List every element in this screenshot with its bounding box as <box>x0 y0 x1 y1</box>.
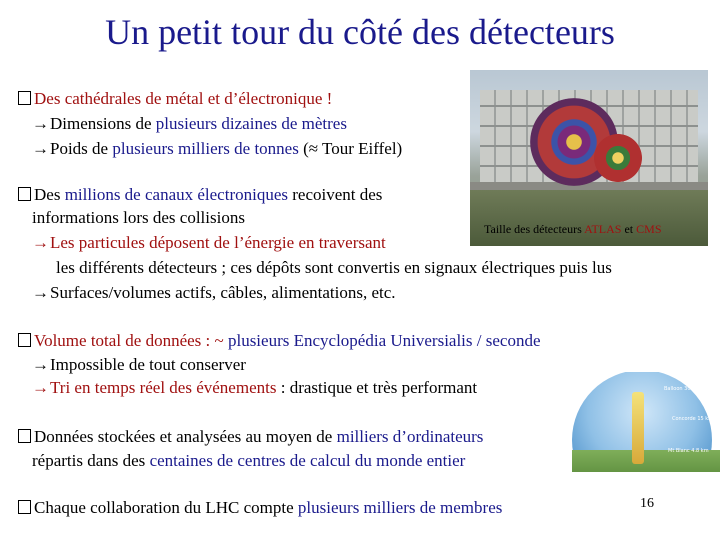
square-bullet-icon <box>18 333 31 347</box>
bullet-2-sub-1: →Les particules déposent de l’énergie en traversant <box>32 233 386 252</box>
bullet-3-sub-2: →Tri en temps réel des événements : drastique et très performant <box>32 378 478 397</box>
detector-photo <box>470 70 708 246</box>
bullet-2-line-2: informations lors des collisions <box>32 208 245 227</box>
infographic-label: Balloon 30 km <box>664 386 700 392</box>
square-bullet-icon <box>18 429 31 443</box>
bullet-2-sub-1-line-2: les différents détecteurs ; ces dépôts sont convertis en signaux électriques puis lus <box>56 258 612 277</box>
cms-detector-image <box>590 130 646 186</box>
arrow-icon: → <box>32 114 49 133</box>
bullet-1-sub-1: →Dimensions de plusieurs dizaines de mètres <box>32 114 347 133</box>
bullet-3: Volume total de données : ~ plusieurs Encyclopédia Universialis / seconde <box>18 330 541 352</box>
bullet-1-text: Des cathédrales de métal et d’électronique ! <box>34 89 333 108</box>
square-bullet-icon <box>18 500 31 514</box>
arrow-icon: → <box>32 139 49 158</box>
page-number: 16 <box>640 496 654 511</box>
bullet-4: Données stockées et analysées au moyen de milliers d’ordinateurs <box>18 426 483 448</box>
arrow-icon: → <box>32 233 49 252</box>
infographic-label: Mt Blanc 4.8 km <box>668 448 709 454</box>
arrow-icon: → <box>32 378 49 397</box>
altitude-infographic <box>572 372 720 472</box>
bullet-2: Des millions de canaux électroniques recoivent des <box>18 184 382 206</box>
bullet-3-sub-1: →Impossible de tout conserver <box>32 355 246 374</box>
arrow-icon: → <box>32 355 49 374</box>
slide-title: Un petit tour du côté des détecteurs <box>105 12 615 52</box>
bullet-5: Chaque collaboration du LHC compte plusieurs milliers de membres <box>18 497 502 519</box>
infographic-label: Concorde 15 km <box>672 416 714 422</box>
bullet-2-sub-2: →Surfaces/volumes actifs, câbles, alimentations, etc. <box>32 283 396 302</box>
square-bullet-icon <box>18 187 31 201</box>
photo-caption: Taille des détecteurs ATLAS et CMS <box>484 222 662 236</box>
cd-stack-image <box>632 392 644 464</box>
bullet-4-line-2: répartis dans des centaines de centres de calcul du monde entier <box>32 451 466 470</box>
square-bullet-icon <box>18 91 31 105</box>
bullet-1-sub-2: →Poids de plusieurs milliers de tonnes (≈ Tour Eiffel) <box>32 139 403 158</box>
arrow-icon: → <box>32 283 49 302</box>
bullet-1 <box>18 88 332 110</box>
